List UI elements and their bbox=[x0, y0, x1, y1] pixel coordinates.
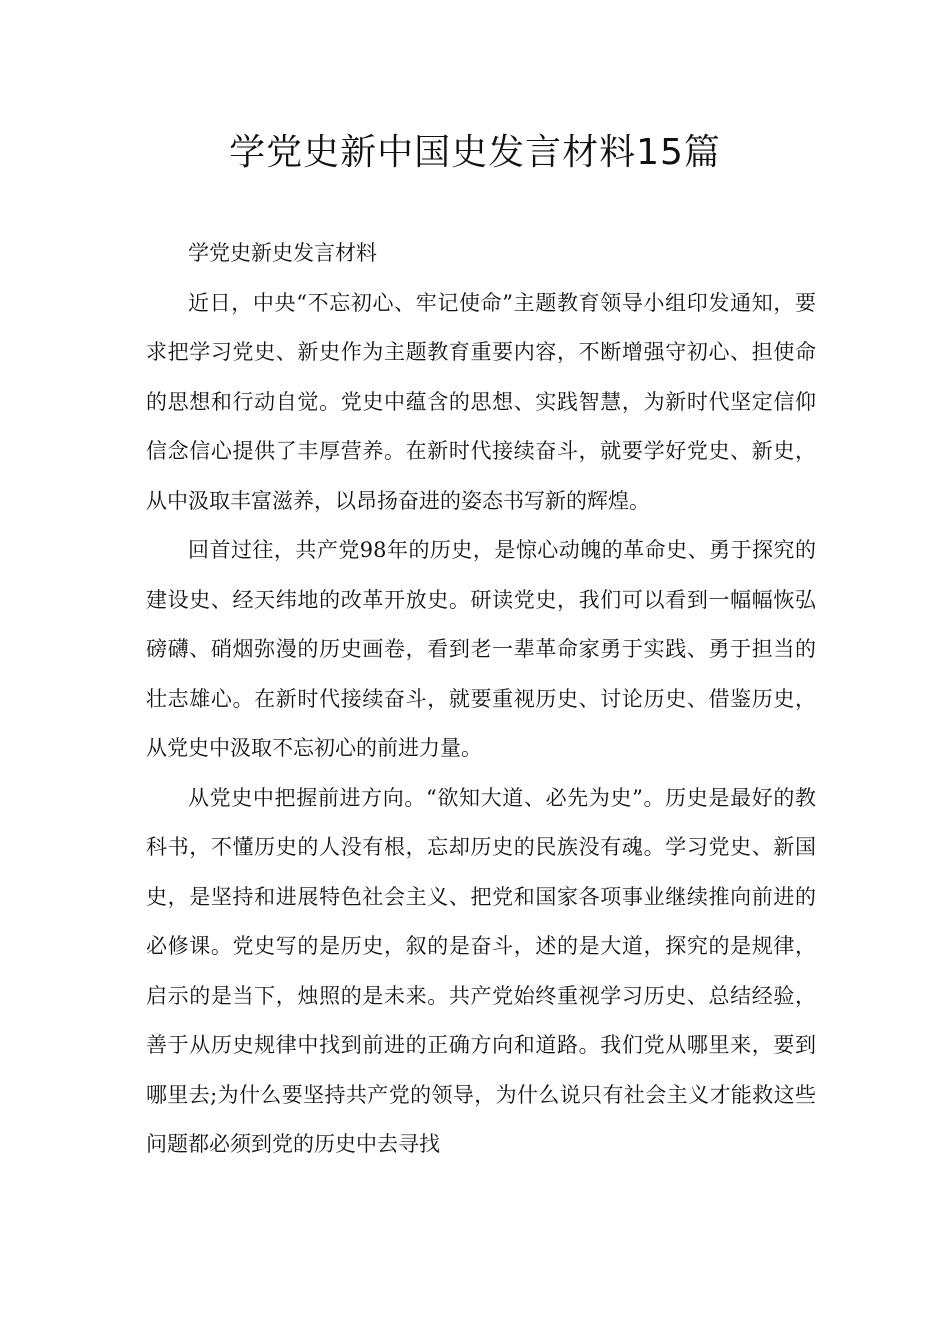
document-subtitle: 学党史新史发言材料 bbox=[188, 241, 377, 265]
paragraph-3: 从党史中把握前进方向。“欲知大道、必先为史”。历史是最好的教科书，不懂历史的人没有根，忘却历史的民族没有魂。学习党史、新国史，是坚持和进展特色社会主义、把党和国家各项事业继续推向前进的必修课。党史写的是历史，叙的是奋斗，述的是大道，探究的是规律，启示的是当下，烛照的是未来。共产党始终重视学习历史、总结经验，善于从历史规律中找到前进的正确方向和道路。我们党从哪里来，要到哪里去;为什么要坚持共产党的领导，为什么说只有社会主义才能救这些问题都必须到党的历史中去寻找 bbox=[146, 785, 816, 1156]
document-body bbox=[146, 229, 816, 1170]
document-title: 学党史新中国史发言材料15篇 bbox=[229, 132, 721, 173]
paragraph-1: 近日，中央“不忘初心、牢记使命”主题教育领导小组印发通知，要求把学习党史、新史作为主题教育重要内容，不断增强守初心、担使命的思想和行动自觉。党史中蕴含的思想、实践智慧，为新时代坚定信仰信念信心提供了丰厚营养。在新时代接续奋斗，就要学好党史、新史，从中汲取丰富滋养，以昂扬奋进的姿态书写新的辉煌。 bbox=[146, 290, 816, 513]
paragraph-2: 回首过往，共产党98年的历史，是惊心动魄的革命史、勇于探究的建设史、经天纬地的改革开放史。研读党史，我们可以看到一幅幅恢弘磅礴、硝烟弥漫的历史画卷，看到老一辈革命家勇于实践、勇于担当的壮志雄心。在新时代接续奋斗，就要重视历史、讨论历史、借鉴历史，从党史中汲取不忘初心的前进力量。 bbox=[146, 538, 816, 760]
